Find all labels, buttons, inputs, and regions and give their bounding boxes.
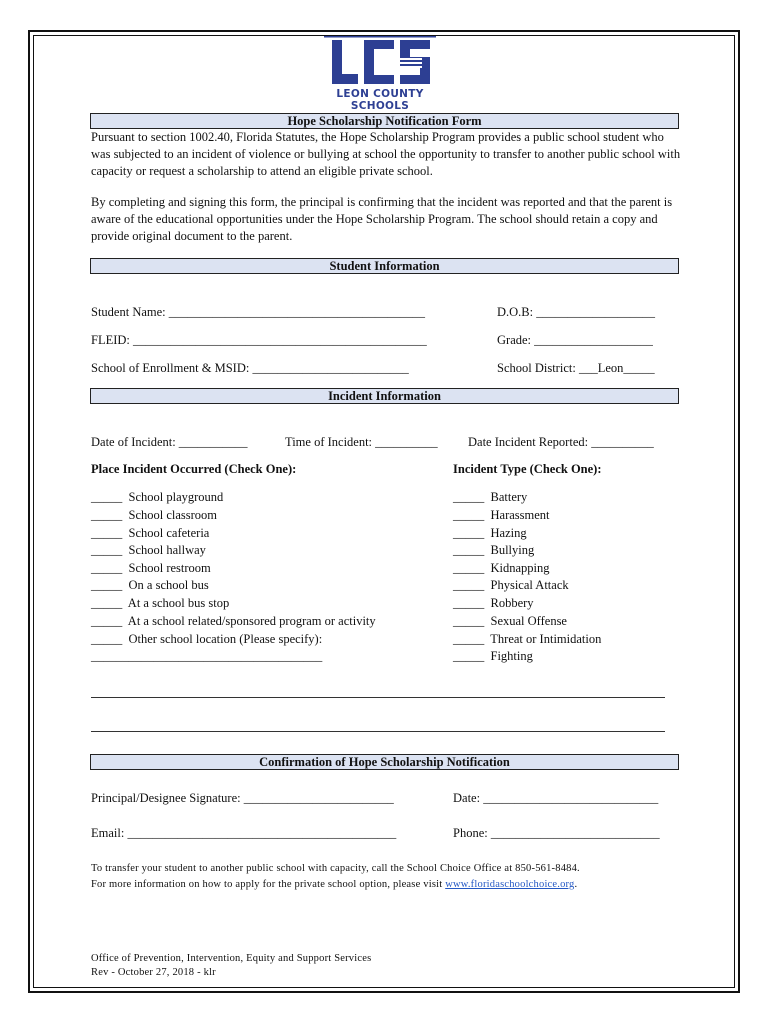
type-option[interactable]: _____ Bullying xyxy=(453,543,535,557)
form-title: Hope Scholarship Notification Form xyxy=(90,113,679,129)
leon-county-schools-logo xyxy=(318,36,442,112)
place-option[interactable]: _____ School classroom xyxy=(91,508,218,522)
grade-field[interactable]: Grade: ___________________ xyxy=(497,333,653,347)
transfer-note: To transfer your student to another public school with capacity, call the School Choice Office at 850-561-8484. xyxy=(91,863,580,874)
type-option[interactable]: _____ Physical Attack xyxy=(453,578,569,592)
place-option[interactable]: _____ School playground xyxy=(91,490,224,504)
revision-note: Rev - October 27, 2018 - klr xyxy=(91,967,216,978)
date-field[interactable]: Date: ____________________________ xyxy=(453,791,659,805)
type-option[interactable]: _____ Battery xyxy=(453,490,528,504)
info-note-suffix: . xyxy=(574,879,578,890)
office-name: Office of Prevention, Intervention, Equity and Support Services xyxy=(91,953,372,964)
other-location-line[interactable]: _____________________________________ xyxy=(91,649,323,663)
place-option[interactable]: _____ At a school related/sponsored program or activity xyxy=(91,614,376,628)
place-heading: Place Incident Occurred (Check One): xyxy=(91,462,297,476)
place-option[interactable]: _____ On a school bus xyxy=(91,578,209,592)
school-district-value: ___Leon_____ xyxy=(578,361,655,375)
florida-school-choice-link[interactable]: www.floridaschoolchoice.org xyxy=(445,879,575,890)
lcs-logo-icon xyxy=(318,36,442,88)
type-option[interactable]: _____ Fighting xyxy=(453,649,533,663)
intro-paragraph-2: By completing and signing this form, the principal is confirming that the incident was reported and that the parent is aware of the educational opportunities under the Hope Scholarship Program. The school should retain a copy and provide original document to the parent. xyxy=(91,195,673,243)
dob-field[interactable]: D.O.B: ___________________ xyxy=(497,305,655,319)
signature-field[interactable]: Principal/Designee Signature: ________________________ xyxy=(91,791,394,805)
school-enrollment-field[interactable]: School of Enrollment & MSID: _________________________ xyxy=(91,361,409,375)
school-district-label: School District: xyxy=(497,361,579,375)
info-note-prefix: For more information on how to apply for the private school option, please visit xyxy=(91,879,446,890)
type-option[interactable]: _____ Sexual Offense xyxy=(453,614,567,628)
logo-caption: LEON COUNTY SCHOOLS xyxy=(336,88,424,112)
fleid-field[interactable]: FLEID: _______________________________________________ xyxy=(91,333,427,347)
place-option[interactable]: _____ School restroom xyxy=(91,561,211,575)
school-district-field[interactable] xyxy=(497,361,655,376)
notes-line-2[interactable] xyxy=(91,731,665,732)
place-option[interactable]: _____ Other school location (Please specify): xyxy=(91,632,323,646)
date-of-incident-field[interactable]: Date of Incident: ___________ xyxy=(91,435,248,449)
type-option[interactable]: _____ Threat or Intimidation xyxy=(453,632,602,646)
place-option[interactable]: _____ School cafeteria xyxy=(91,526,210,540)
type-option[interactable]: _____ Hazing xyxy=(453,526,527,540)
place-option[interactable]: _____ School hallway xyxy=(91,543,206,557)
type-heading: Incident Type (Check One): xyxy=(453,462,602,476)
date-reported-field[interactable]: Date Incident Reported: __________ xyxy=(468,435,654,449)
type-option[interactable]: _____ Kidnapping xyxy=(453,561,550,575)
notes-line-1[interactable] xyxy=(91,697,665,698)
type-option[interactable]: _____ Robbery xyxy=(453,596,534,610)
intro-paragraph-1: Pursuant to section 1002.40, Florida Statutes, the Hope Scholarship Program provides a public school student who was subjected to an incident of violence or bullying at school the opportunity to transfer to another public school with capacity or request a scholarship to attend an eligible private school. xyxy=(91,130,681,178)
student-name-field[interactable]: Student Name: _________________________________________ xyxy=(91,305,426,319)
email-field[interactable]: Email: ___________________________________________ xyxy=(91,826,397,840)
type-option[interactable]: _____ Harassment xyxy=(453,508,550,522)
incident-information-heading: Incident Information xyxy=(90,388,679,404)
phone-field[interactable]: Phone: ___________________________ xyxy=(453,826,660,840)
time-of-incident-field[interactable]: Time of Incident: __________ xyxy=(285,435,438,449)
place-option[interactable]: _____ At a school bus stop xyxy=(91,596,230,610)
info-note xyxy=(91,877,577,892)
confirmation-heading: Confirmation of Hope Scholarship Notification xyxy=(90,754,679,770)
student-information-heading: Student Information xyxy=(90,258,679,274)
